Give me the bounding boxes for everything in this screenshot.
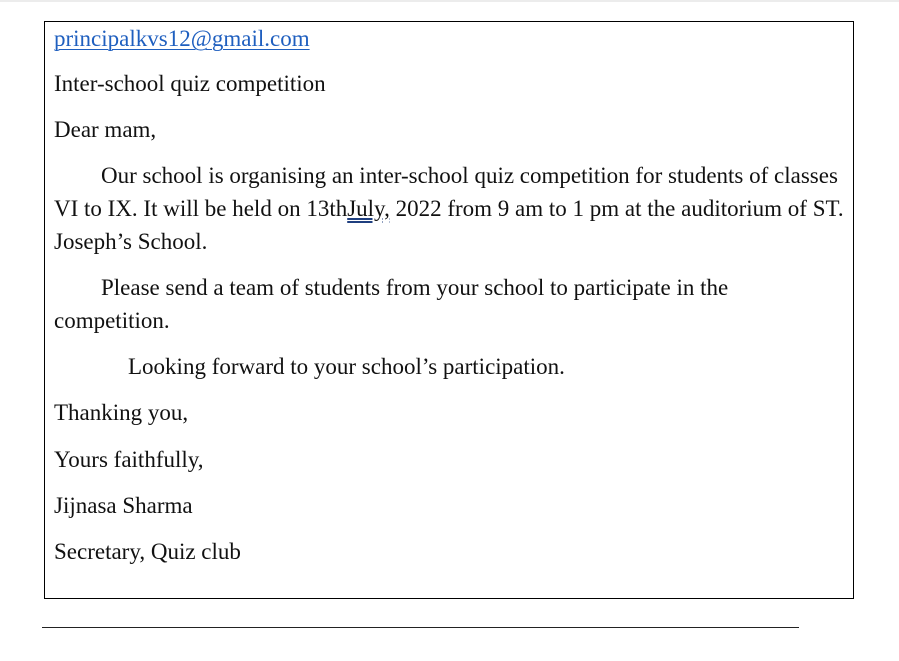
letter-subject: Inter-school quiz competition <box>54 71 326 96</box>
bottom-divider <box>42 627 799 628</box>
top-divider <box>0 0 899 2</box>
body-paragraph-1-start: Our school is organising an inter-school quiz competition for students of classes VI to IX. It will be held on 13th <box>54 163 838 221</box>
sender-title: Secretary, Quiz club <box>54 539 241 564</box>
highlighted-date-word: July, <box>347 196 390 221</box>
body-paragraph-1-end: 2022 from 9 am to 1 pm at the auditorium of ST. Joseph’s School. <box>54 196 844 254</box>
body-paragraph-3: Looking forward to your school’s participation. <box>128 354 565 379</box>
sender-name: Jijnasa Sharma <box>54 493 193 518</box>
closing-thanks: Thanking you, <box>54 400 189 425</box>
closing-sign-off: Yours faithfully, <box>54 447 204 472</box>
email-link[interactable]: principalkvs12@gmail.com <box>54 26 310 51</box>
salutation: Dear mam, <box>54 117 157 142</box>
body-paragraph-2: Please send a team of students from your school to participate in the competition. <box>54 275 729 333</box>
body-paragraph-1 <box>54 159 844 258</box>
